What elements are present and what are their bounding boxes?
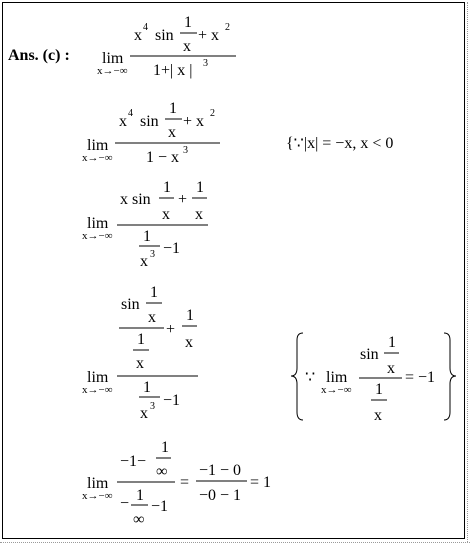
- step1-plus-x2: + x: [198, 27, 220, 44]
- lim-4: lim: [87, 369, 109, 386]
- step4-upper-den-one: 1: [137, 331, 145, 348]
- step4-note-one: 1: [388, 334, 396, 351]
- step5-den-inf: ∞: [133, 511, 145, 528]
- step4-note-den-one: 1: [375, 381, 383, 398]
- step5-den-minus: −: [120, 495, 130, 512]
- step4-den-minus1: −1: [163, 392, 181, 409]
- step2-sin: sin: [140, 113, 159, 130]
- step4-note-x: x: [387, 360, 395, 377]
- lim-5-sub: x→−∞: [82, 490, 113, 502]
- step3-xsin: x sin: [120, 191, 151, 208]
- step-1: [8, 14, 236, 79]
- step1-den-exp3: 3: [203, 58, 208, 69]
- step-5: [82, 439, 271, 528]
- step5-result: = 1: [250, 474, 272, 491]
- step2-den-exp3: 3: [183, 145, 188, 156]
- step2-exp2: 2: [210, 108, 215, 119]
- step5-equals: =: [180, 474, 190, 491]
- step2-plus-x2: + x: [183, 113, 205, 130]
- step5-mid-denominator: −0 − 1: [199, 487, 242, 504]
- step4-den-x: x: [140, 405, 148, 422]
- step4-note-den-x: x: [374, 407, 382, 424]
- step2-denominator: 1 − x: [146, 149, 180, 166]
- step1-exp2: 2: [225, 22, 230, 33]
- step1-one: 1: [184, 14, 192, 31]
- step2-exp4: 4: [128, 108, 133, 119]
- step5-den-minus1: −1: [151, 498, 169, 515]
- step1-x: x: [134, 27, 142, 44]
- step4-one-b: 1: [186, 307, 194, 324]
- step4-upper-den-x: x: [136, 355, 144, 372]
- step3-one-b: 1: [196, 179, 204, 196]
- step3-den-minus1: −1: [163, 240, 181, 257]
- step1-exp4: 4: [143, 22, 148, 33]
- step1-x-den: x: [183, 38, 191, 55]
- step2-note: {∵|x| = −x, x < 0: [286, 135, 394, 152]
- step3-plus: +: [178, 191, 188, 208]
- lim-3-sub: x→−∞: [82, 230, 113, 242]
- lim-1: lim: [102, 50, 124, 67]
- lim-2: lim: [87, 137, 109, 154]
- step5-mid-numerator: −1 − 0: [199, 462, 242, 479]
- step4-note: [291, 333, 456, 424]
- step4-note-equals: = −1: [405, 369, 436, 386]
- step4-note-lim-sub: x→−∞: [321, 384, 352, 396]
- step2-x-den: x: [168, 124, 176, 141]
- step-2: [82, 100, 393, 166]
- step4-sin: sin: [121, 296, 140, 313]
- step4-sin-one: 1: [150, 284, 158, 301]
- lim-1-sub: x→−∞: [97, 65, 128, 77]
- lim-5: lim: [87, 475, 109, 492]
- step3-one-a: 1: [163, 179, 171, 196]
- step4-den-one: 1: [143, 379, 151, 396]
- step3-x-a: x: [162, 206, 170, 223]
- step3-den-x: x: [140, 253, 148, 270]
- step5-den-one: 1: [136, 487, 144, 504]
- step4-note-lim: lim: [326, 369, 348, 386]
- right-brace: [444, 333, 456, 420]
- step4-den-exp3: 3: [150, 401, 155, 412]
- step1-sin: sin: [155, 27, 174, 44]
- step-4: [82, 284, 456, 424]
- step4-sin-x: x: [148, 309, 156, 326]
- answer-label: Ans. (c) :: [8, 47, 70, 64]
- step4-x-b: x: [185, 334, 193, 351]
- lim-3: lim: [87, 215, 109, 232]
- step1-denominator: 1+| x |: [153, 62, 193, 79]
- step4-plus: +: [166, 321, 176, 338]
- step2-x: x: [119, 113, 127, 130]
- step2-one: 1: [169, 100, 177, 117]
- step4-note-sin: sin: [360, 346, 379, 363]
- step5-num-left: −1−: [120, 453, 147, 470]
- lim-2-sub: x→−∞: [82, 152, 113, 164]
- step3-x-b: x: [195, 206, 203, 223]
- step-3: [82, 179, 208, 270]
- step5-num-one: 1: [161, 439, 169, 456]
- left-brace: [291, 333, 303, 420]
- step4-note-because: ∵: [305, 369, 316, 386]
- lim-4-sub: x→−∞: [82, 384, 113, 396]
- step5-num-inf: ∞: [156, 463, 168, 480]
- step3-den-one: 1: [143, 228, 151, 245]
- step3-den-exp3: 3: [150, 249, 155, 260]
